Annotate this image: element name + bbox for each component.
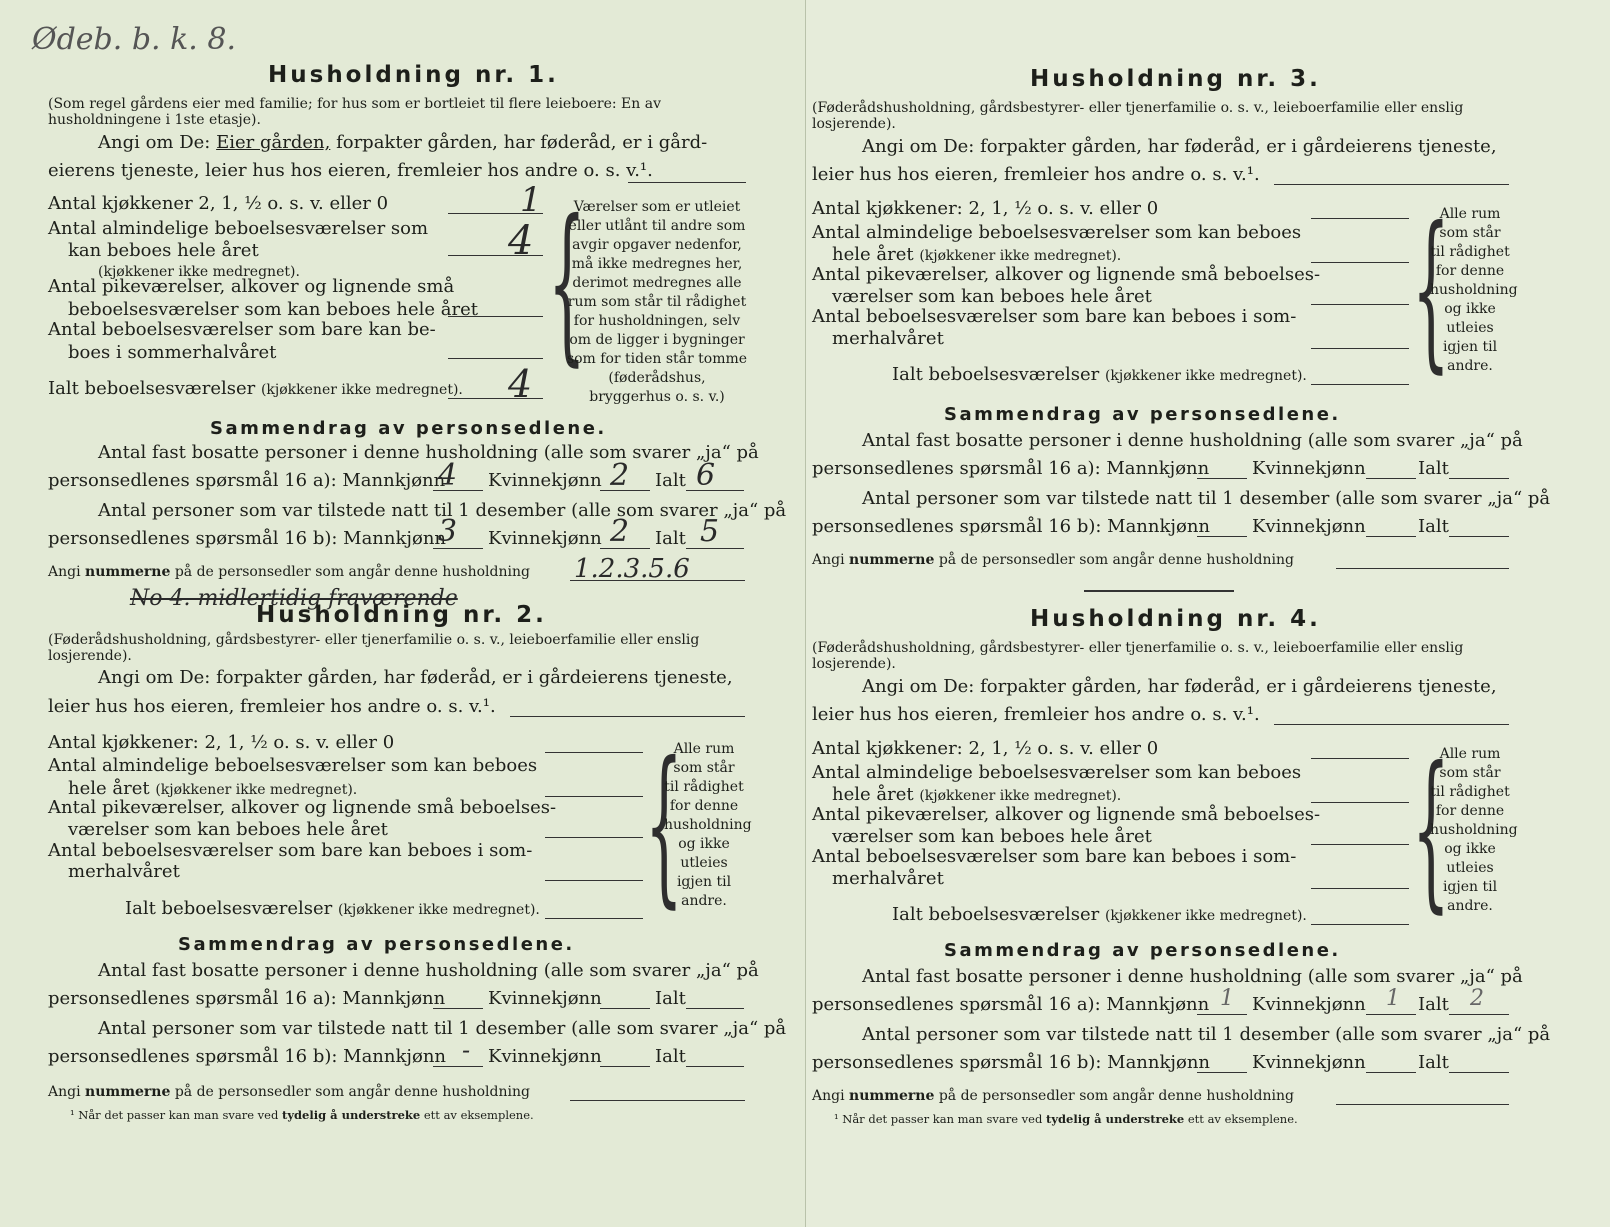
struck-annotation: No 4. midlertidig fraværende: [130, 586, 458, 611]
total-rooms-value: 4: [508, 362, 533, 406]
handwritten-annotation: Ødeb. b. k. 8.: [32, 22, 236, 57]
total-16b: 5: [700, 514, 720, 549]
kitchens-value: 1: [520, 180, 542, 220]
footnote: ¹ Når det passer kan man svare ved tydelig å understreke ett av eksemplene.: [70, 1108, 534, 1122]
brace-icon: {: [1412, 191, 1450, 389]
kitchens-label: Antal kjøkkener 2, 1, ½ o. s. v. eller 0: [48, 193, 389, 214]
right-page: Husholdning nr. 3. (Føderådshusholdning, gårdsbestyrer- eller tjenerfamilie o. s. v., leieboerfamilie eller enslig losjerende). Angi om De: forpakter gården, har føderåd, er i gårdeierens tjeneste, leier hus hos eieren, fremleier hos andre o. s. v.¹. Antal kjøkkener: 2, 1, ½ o. s. v. eller 0 Antal almindelige beboelsesværelser som kan beboes hele året (kjøkkener ikke medregnet). Antal pikeværelser, alkover og lignende små beboelses- værelser som kan beboes hele året Antal beboelsesværelser som bare kan beboes i som- merhalvåret Ialt beboelsesværelser (kjøkkener ikke medregnet). { Alle rum som står til rådighet for denne husholdning og ikke utleies igjen til andre. Sammendrag av personsedlene. Antal fast bosatte personer i denne husholdning (alle som svarer „ja“ på personsedlenes spørsmål 16 a): Mannkjønn Kvinnekjønn Ialt Antal personer som var tilstede natt til 1 desember (alle som svarer „ja“ på personsedlenes spørsmål 16 b): Mannkjønn Kvinnekjønn Ialt Angi nummerne på de personsedler som angår denne husholdning Husholdning nr. 4. (Føderådshusholdning, gårdsbestyrer- eller tjenerfamilie o. s. v., leieboerfamilie eller enslig losjerende). Angi om De: forpakter gården, har føderåd, er i gårdeierens tjeneste, leier hus hos eieren, fremleier hos andre o. s. v.¹. Antal kjøkkener: 2, 1, ½ o. s. v. eller 0 Antal almindelige beboelsesværelser som kan beboes hele året (kjøkkener ikke medregnet). Antal pikeværelser, alkover og lignende små beboelses- værelser som kan beboes hele året Antal beboelsesværelser som bare kan beboes i som- merhalvåret Ialt beboelsesværelser (kjøkkener ikke medregnet). { Alle rum som står til rådighet for denne husholdning og ikke utleies igjen til andre. Sammendrag av personsedlene. Antal fast bosatte personer i denne husholdning (alle som svarer „ja“ på personsedlenes spørsmål 16 a): Mannkjønn 1 Kvinnekjønn 1 Ialt 2 Antal personer som var tilstede natt til 1 desember (alle som svarer „ja“ på personsedlenes spørsmål 16 b): Mannkjønn Kvinnekjønn Ialt Angi nummerne på de personsedler som angår denne husholdning ¹ Når det passer kan man svare ved tydelig å understreke ett av eksemplene.: [805, 0, 1610, 1227]
household-1-question-line2: eierens tjeneste, leier hus hos eieren, fremleier hos andre o. s. v.¹.: [48, 160, 653, 181]
total-rooms-label: Ialt beboelsesværelser (kjøkkener ikke medregnet).: [48, 378, 463, 399]
male-16a: 4: [438, 458, 458, 493]
rooms-value: 4: [508, 218, 534, 264]
household-1-note: (Som regel gårdens eier med familie; for hus som er bortleiet til flere leieboere: En av husholdningene i 1ste etasje).: [48, 96, 661, 128]
selected-answer: Eier gården,: [216, 132, 331, 153]
divider: [1084, 590, 1234, 592]
household-1-question: Angi om De: Eier gården, forpakter gården, har føderåd, er i gård-: [98, 132, 708, 153]
female-16a: 2: [610, 458, 630, 493]
household-1-side-note: Værelser som er utleiet eller utlånt til andre som avgir opgaver nedenfor, må ikke medregnes her, derimot medregnes alle rum som står til rådighet for husholdningen, selv om de ligger i bygninger som for tiden står tomme (føderådshus, bryggerhus o. s. v.): [566, 199, 748, 405]
female-16b: 2: [610, 514, 630, 549]
summary-1-title: Sammendrag av personsedlene.: [210, 418, 607, 439]
total-16a: 6: [696, 458, 716, 493]
brace-icon: {: [645, 726, 683, 924]
left-page: Ødeb. b. k. 8. Husholdning nr. 1. (Som regel gårdens eier med familie; for hus som er bortleiet til flere leieboere: En av husholdningene i 1ste etasje). Angi om De: Eier gården, forpakter gården, har føderåd, er i gård- eierens tjeneste, leier hus hos eieren, fremleier hos andre o. s. v.¹. Antal kjøkkener 2, 1, ½ o. s. v. eller 0 1 Antal almindelige beboelsesværelser som kan beboes hele året (kjøkkener ikke medregnet). 4 Antal pikeværelser, alkover og lignende små beboelsesværelser som kan beboes hele året Antal beboelsesværelser som bare kan be- boes i sommerhalvåret Ialt beboelsesværelser (kjøkkener ikke medregnet). 4 { Værelser som er utleiet eller utlånt til andre som avgir opgaver nedenfor, må ikke medregnes her, derimot medregnes alle rum som står til rådighet for husholdningen, selv om de ligger i bygninger som for tiden står tomme (føderådshus, bryggerhus o. s. v.) Sammendrag av personsedlene. Antal fast bosatte personer i denne husholdning (alle som svarer „ja“ på personsedlenes spørsmål 16 a): Mannkjønn 4 Kvinnekjønn 2 Ialt 6 Antal personer som var tilstede natt til 1 desember (alle som svarer „ja“ på personsedlenes spørsmål 16 b): Mannkjønn 3 Kvinnekjønn 2 Ialt 5 Angi nummerne på de personsedler som angår denne husholdning 1.2.3.5.6 No 4. midlertidig fraværende Husholdning nr. 2. (Føderådshusholdning, gårdsbestyrer- eller tjenerfamilie o. s. v., leieboerfamilie eller enslig losjerende). Angi om De: forpakter gården, har føderåd, er i gårdeierens tjeneste, leier hus hos eieren, fremleier hos andre o. s. v.¹. Antal kjøkkener: 2, 1, ½ o. s. v. eller 0 Antal almindelige beboelsesværelser som kan beboes hele året (kjøkkener ikke medregnet). Antal pikeværelser, alkover og lignende små beboelses- værelser som kan beboes hele året Antal beboelsesværelser som bare kan beboes i som- merhalvåret Ialt beboelsesværelser (kjøkkener ikke medregnet). { Alle rum som står til rådighet for denne husholdning og ikke utleies igjen til andre. Sammendrag av personsedlene. Antal fast bosatte personer i denne husholdning (alle som svarer „ja“ på personsedlenes spørsmål 16 a): Mannkjønn Kvinnekjønn Ialt Antal personer som var tilstede natt til 1 desember (alle som svarer „ja“ på personsedlenes spørsmål 16 b): Mannkjønn - Kvinnekjønn Ialt Angi nummerne på de personsedler som angår denne husholdning ¹ Når det passer kan man svare ved tydelig å understreke ett av eksemplene.: [0, 0, 805, 1227]
summary-2-title: Sammendrag av personsedlene.: [178, 934, 575, 955]
household-3-title: Husholdning nr. 3.: [1030, 66, 1321, 92]
male-16b: 3: [438, 514, 458, 549]
household-1-title: Husholdning nr. 1.: [268, 62, 559, 88]
household-2-title: Husholdning nr. 2.: [256, 602, 547, 628]
numbers-label: Angi nummerne på de personsedler som angår denne husholdning: [48, 564, 530, 580]
numbers-value: 1.2.3.5.6: [574, 554, 690, 584]
rooms-label: Antal almindelige beboelsesværelser som: [48, 218, 429, 239]
brace-icon: {: [548, 184, 586, 382]
household-2-note: (Føderådshusholdning, gårdsbestyrer- eller tjenerfamilie o. s. v., leieboerfamilie eller enslig losjerende).: [48, 632, 700, 664]
household-4-title: Husholdning nr. 4.: [1030, 606, 1321, 632]
brace-icon: {: [1412, 731, 1450, 929]
footnote: ¹ Når det passer kan man svare ved tydelig å understreke ett av eksemplene.: [834, 1112, 1298, 1126]
